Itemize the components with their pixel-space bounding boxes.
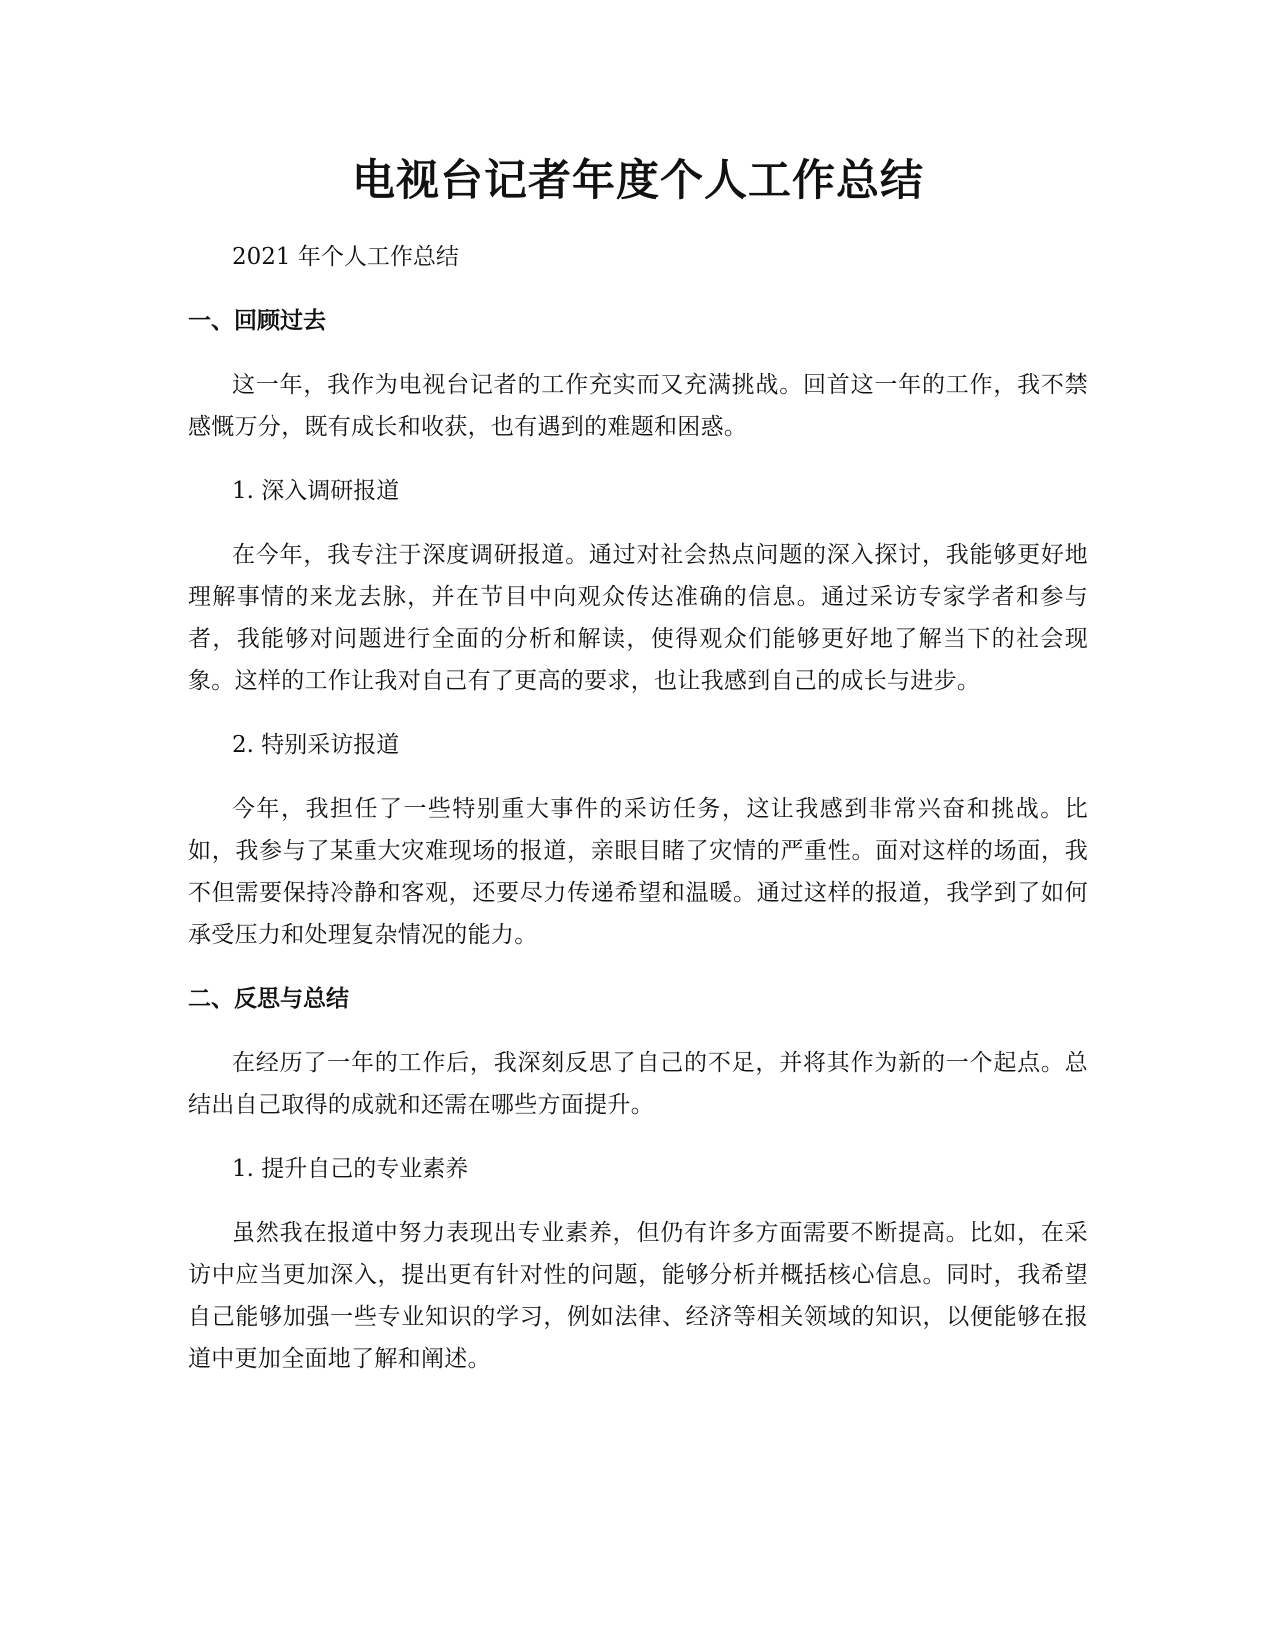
document-subtitle: 2021 年个人工作总结 (232, 244, 459, 270)
document-content (188, 150, 1088, 1380)
section-intro-reflection: 在经历了一年的工作后，我深刻反思了自己的不足，并将其作为新的一个起点。总结出自己取得的成就和还需在哪些方面提升。 (188, 1050, 1088, 1118)
document-title: 电视台记者年度个人工作总结 (352, 156, 924, 206)
item-label-special-interviews: 2. 特别采访报道 (232, 732, 400, 758)
item-label-research-reporting: 1. 深入调研报道 (232, 478, 400, 504)
section-heading-review: 一、回顾过去 (188, 308, 326, 334)
item-text-special-interviews: 今年，我担任了一些特别重大事件的采访任务，这让我感到非常兴奋和挑战。比如，我参与了某重大灾难现场的报道，亲眼目睹了灾情的严重性。面对这样的场面，我不但需要保持冷静和客观，还要尽力传递希望和温暖。通过这样的报道，我学到了如何承受压力和处理复杂情况的能力。 (188, 796, 1088, 948)
section-intro-review: 这一年，我作为电视台记者的工作充实而又充满挑战。回首这一年的工作，我不禁感慨万分，既有成长和收获，也有遇到的难题和困惑。 (188, 372, 1088, 440)
item-text-research-reporting: 在今年，我专注于深度调研报道。通过对社会热点问题的深入探讨，我能够更好地理解事情的来龙去脉，并在节目中向观众传达准确的信息。通过采访专家学者和参与者，我能够对问题进行全面的分析和解读，使得观众们能够更好地了解当下的社会现象。这样的工作让我对自己有了更高的要求，也让我感到自己的成长与进步。 (188, 542, 1088, 694)
item-text-professional-skills: 虽然我在报道中努力表现出专业素养，但仍有许多方面需要不断提高。比如，在采访中应当更加深入，提出更有针对性的问题，能够分析并概括核心信息。同时，我希望自己能够加强一些专业知识的学习，例如法律、经济等相关领域的知识，以便能够在报道中更加全面地了解和阐述。 (188, 1220, 1088, 1372)
item-label-professional-skills: 1. 提升自己的专业素养 (232, 1156, 469, 1182)
section-heading-reflection: 二、反思与总结 (188, 986, 349, 1012)
